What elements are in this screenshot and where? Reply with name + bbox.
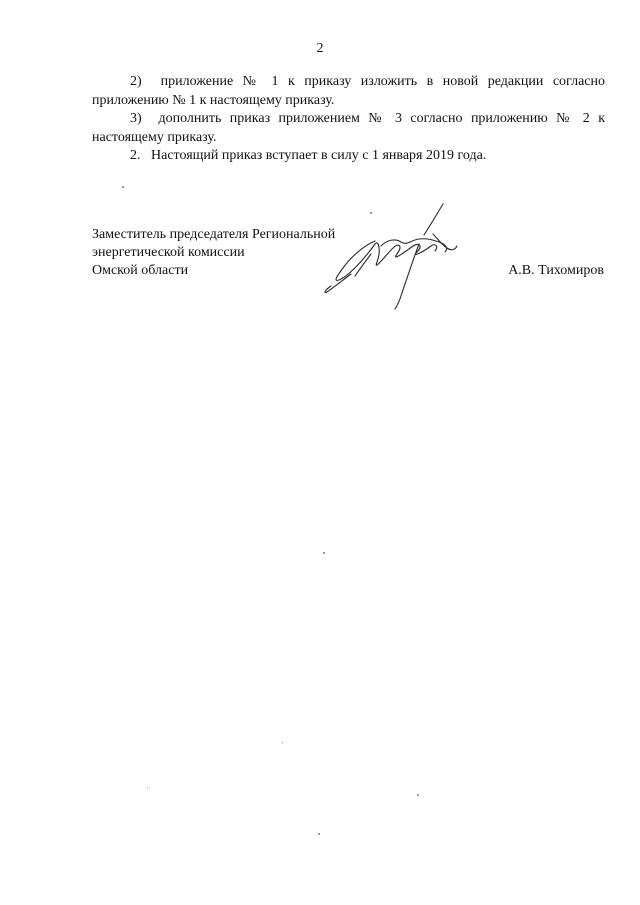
page-number: 2 — [316, 41, 324, 56]
signer-position-line-1: Заместитель председателя Региональной — [92, 227, 336, 242]
signer-position-line-2: энергетической комиссии — [92, 245, 245, 260]
signer-position-line-3: Омской области — [92, 263, 189, 278]
paragraph-effective-date: 2. Настоящий приказ вступает в силу с 1 января 2019 года. — [130, 148, 487, 163]
scan-speck — [323, 552, 325, 554]
signer-name: А.В. Тихомиров — [508, 263, 604, 278]
scan-speck — [147, 787, 148, 788]
scan-speck — [370, 212, 372, 214]
scan-speck — [417, 794, 419, 796]
scan-speck — [282, 742, 283, 743]
order-body — [92, 73, 605, 166]
paragraph-item-3: 3) дополнить приказ приложением № 3 согласно приложению № 2 к настоящему приказу. — [92, 111, 605, 145]
handwritten-signature — [315, 196, 465, 311]
scan-speck — [318, 833, 320, 835]
paragraph-item-2: 2) приложение № 1 к приказу изложить в новой редакции согласно приложению № 1 к настоящему приказу. — [92, 74, 605, 108]
scan-speck — [122, 186, 124, 188]
